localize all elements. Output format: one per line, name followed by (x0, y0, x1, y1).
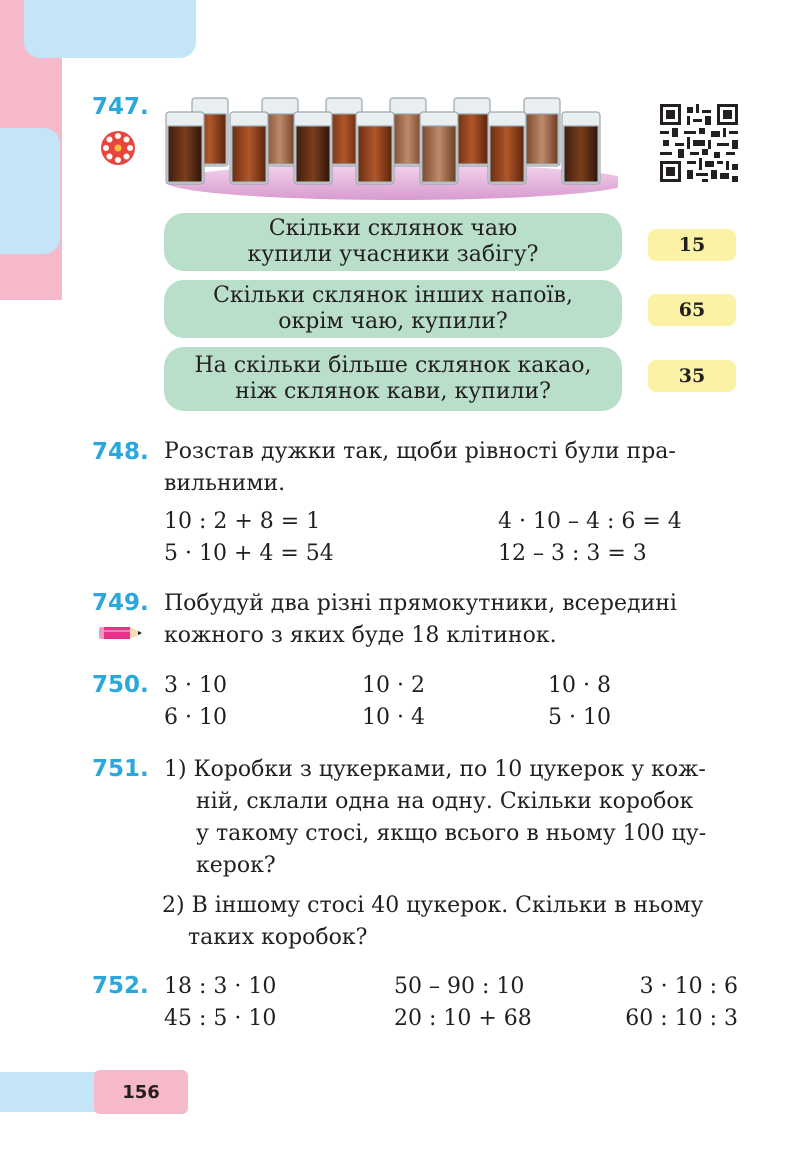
question-bubble-3 (164, 347, 622, 411)
expression: 50 – 90 : 10 (394, 974, 525, 999)
task-748-right-column (498, 506, 682, 570)
expression: 3 · 10 : 6 (639, 974, 738, 999)
question-2-line-2: окрім чаю, купили? (278, 309, 508, 334)
task-749-number: 749. (92, 590, 149, 616)
page-decor-blue-bottom (0, 1072, 100, 1112)
equation: 5 · 10 + 4 = 54 (164, 541, 334, 566)
answer-badge-2: 65 (648, 294, 736, 326)
task-751-p1-line-1: 1) Коробки з цукерками, по 10 цукерок у кож- (164, 757, 706, 782)
expression: 10 · 2 (362, 673, 425, 698)
task-748-line-1: Розстав дужки так, щоби рівності були пра- (164, 439, 676, 464)
question-bubble-2 (164, 280, 622, 338)
equation: 10 : 2 + 8 = 1 (164, 509, 321, 534)
expression: 10 · 4 (362, 705, 425, 730)
expression: 18 : 3 · 10 (164, 974, 277, 999)
question-bubble-1 (164, 213, 622, 271)
qr-code-icon (660, 104, 738, 182)
task-751-p1-line-4: керок? (196, 853, 276, 878)
question-1-line-2: купили учасники забігу? (247, 242, 539, 267)
task-752-number: 752. (92, 973, 149, 999)
task-751-p2-line-1: 2) В іншому стосі 40 цукерок. Скільки в ньому (162, 893, 704, 918)
task-748-number: 748. (92, 439, 149, 465)
answer-badge-3: 35 (648, 360, 736, 392)
task-751-p2-line-2: таких коробок? (188, 925, 368, 950)
task-751-part-2 (162, 890, 742, 954)
expression: 60 : 10 : 3 (625, 1006, 738, 1031)
task-748-left-column (164, 506, 334, 570)
expression: 6 · 10 (164, 705, 227, 730)
expression: 45 : 5 · 10 (164, 1006, 277, 1031)
page-decor-blue-top (24, 0, 196, 58)
task-747-number: 747. (92, 94, 149, 120)
task-752-col-2 (394, 971, 532, 1035)
task-750-col-3 (548, 670, 611, 734)
task-748-text (164, 436, 744, 500)
question-3-line-2: ніж склянок кави, купили? (235, 379, 551, 404)
task-749-line-1: Побудуй два різні прямокутники, всередині (164, 591, 677, 616)
equation: 4 · 10 – 4 : 6 = 4 (498, 509, 682, 534)
question-2-line-1: Скільки склянок інших напоїв, (213, 283, 573, 308)
page-decor-blue-side (0, 128, 60, 254)
task-750-col-1 (164, 670, 227, 734)
task-751-p1-line-2: ній, склали одна на одну. Скільки коробок (196, 789, 694, 814)
flower-icon (98, 130, 142, 166)
answer-badge-1: 15 (648, 229, 736, 261)
question-3-line-1: На скільки більше склянок какао, (194, 353, 592, 378)
page-number: 156 (94, 1070, 188, 1114)
task-750-number: 750. (92, 672, 149, 698)
question-1-line-1: Скільки склянок чаю (268, 216, 518, 241)
expression: 10 · 8 (548, 673, 611, 698)
expression: 20 : 10 + 68 (394, 1006, 532, 1031)
task-748-line-2: вильними. (164, 471, 286, 496)
task-752-col-1 (164, 971, 276, 1035)
task-750-col-2 (362, 670, 425, 734)
task-749-text (164, 588, 738, 652)
equation: 12 – 3 : 3 = 3 (498, 541, 647, 566)
pencil-icon (98, 624, 144, 642)
task-752-col-3 (600, 971, 738, 1035)
glasses-illustration (158, 94, 618, 202)
task-749-line-2: кожного з яких буде 18 клітинок. (164, 623, 557, 648)
task-751-part-1 (164, 754, 740, 882)
expression: 3 · 10 (164, 673, 227, 698)
expression: 5 · 10 (548, 705, 611, 730)
task-751-number: 751. (92, 756, 149, 782)
task-751-p1-line-3: у такому стосі, якщо всього в ньому 100 цу- (196, 821, 707, 846)
